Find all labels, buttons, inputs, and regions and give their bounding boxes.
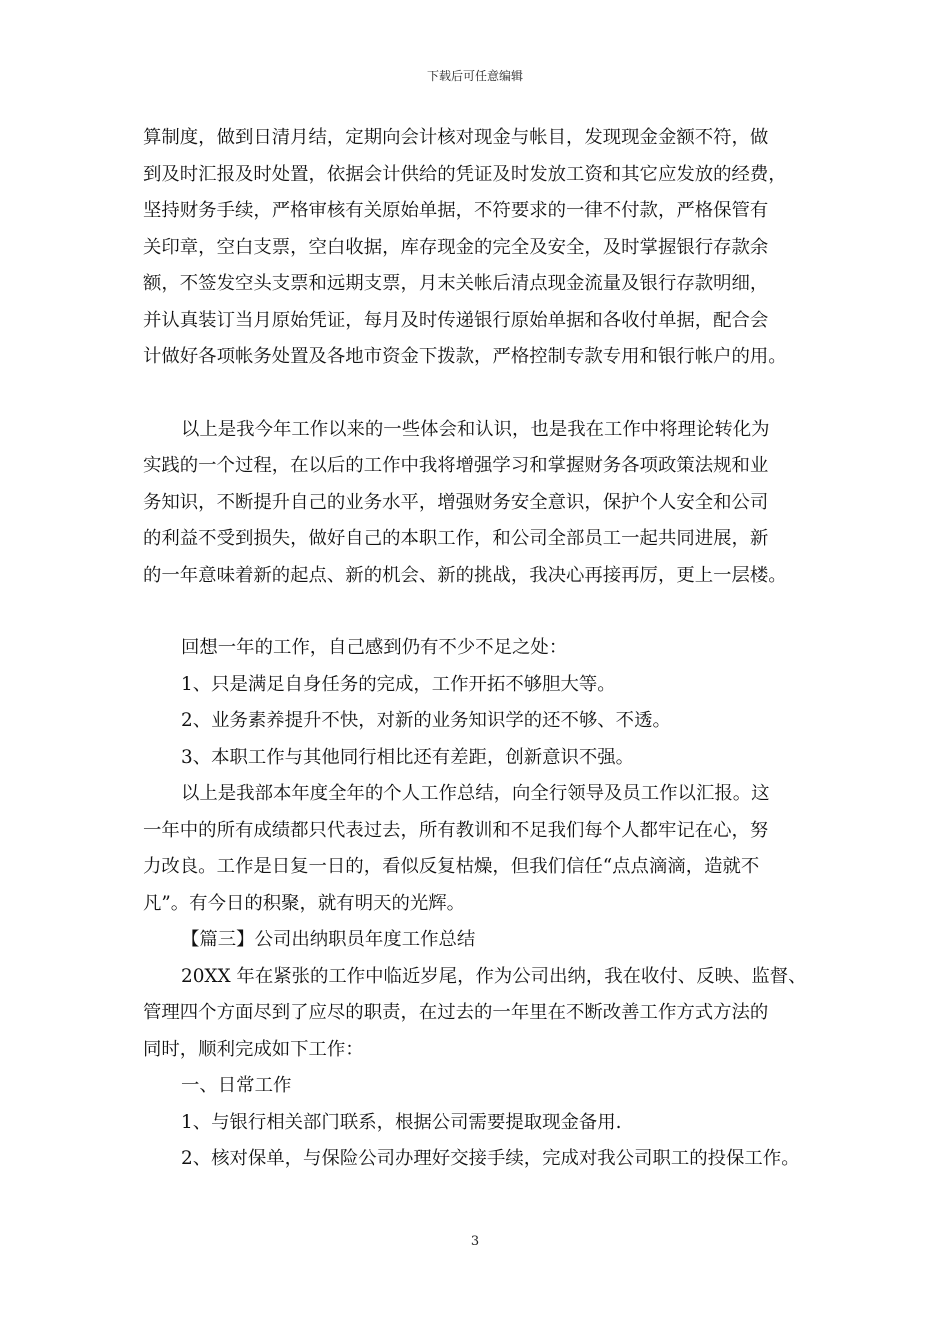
text-line: 1、只是满足自身任务的完成，工作开拓不够胆大等。 <box>181 673 616 695</box>
text-line: 力改良。工作是日复一日的，看似反复枯燥，但我们信任“点点滴滴，造就不 <box>143 856 760 877</box>
paragraph <box>143 120 823 376</box>
text-line: 一年中的所有成绩都只代表过去，所有教训和不足我们每个人都牢记在心，努 <box>143 819 769 841</box>
paragraph <box>143 776 823 922</box>
paragraph <box>143 1105 823 1142</box>
text-line: 【篇三】公司出纳职员年度工作总结 <box>181 929 476 950</box>
text-line: 凡”。有今日的积聚，就有明天的光辉。 <box>143 892 466 914</box>
text-line: 2、业务素养提升不快，对新的业务知识学的还不够、不透。 <box>181 710 671 731</box>
text-line: 坚持财务手续，严格审核有关原始单据，不符要求的一律不付款，严格保管有 <box>143 200 769 221</box>
paragraph <box>143 630 823 667</box>
paragraph <box>143 412 823 595</box>
text-line: 的利益不受到损失，做好自己的本职工作，和公司全部员工一起共同进展，新 <box>143 528 769 549</box>
text-line: 到及时汇报及时处置，依据会计供给的凭证及时发放工资和其它应发放的经费， <box>143 163 787 185</box>
text-line: 同时，顺利完成如下工作： <box>143 1038 364 1060</box>
text-line: 额，不签发空头支票和远期支票，月末关帐后清点现金流量及银行存款明细， <box>143 273 769 294</box>
paragraph-gap <box>143 594 823 630</box>
paragraph-gap <box>143 376 823 412</box>
text-line: 管理四个方面尽到了应尽的职责，在过去的一年里在不断改善工作方式方法的 <box>143 1002 769 1023</box>
page-number: 3 <box>470 1234 480 1249</box>
text-line: 回想一年的工作，自己感到仍有不少不足之处： <box>181 637 568 658</box>
paragraph <box>143 667 823 704</box>
text-line: 计做好各项帐务处置及各地市资金下拨款，严格控制专款专用和银行帐户的用。 <box>143 346 787 367</box>
text-line: 关印章，空白支票，空白收据，库存现金的完全及安全，及时掌握银行存款余 <box>143 236 769 258</box>
text-line: 并认真装订当月原始凭证，每月及时传递银行原始单据和各收付单据，配合会 <box>143 309 769 331</box>
paragraph <box>143 959 823 1069</box>
text-line: 1、与银行相关部门联系，根据公司需要提取现金备用. <box>181 1111 622 1133</box>
paragraph <box>143 922 823 959</box>
text-line: 的一年意味着新的起点、新的机会、新的挑战，我决心再接再厉，更上一层楼。 <box>143 564 787 586</box>
paragraph <box>143 1141 823 1178</box>
text-line: 以上是我部本年度全年的个人工作总结，向全行领导及员工作以汇报。这 <box>181 783 770 804</box>
paragraph <box>143 740 823 777</box>
text-line: 3、本职工作与其他同行相比还有差距，创新意识不强。 <box>181 746 635 768</box>
text-line: 一、日常工作 <box>181 1075 292 1096</box>
document-body <box>143 120 823 1178</box>
text-line: 实践的一个过程，在以后的工作中我将增强学习和掌握财务各项政策法规和业 <box>143 455 769 476</box>
text-line: 算制度，做到日清月结，定期向会计核对现金与帐目，发现现金金额不符，做 <box>143 127 769 148</box>
page-header: 下载后可任意编辑 <box>426 69 523 83</box>
text-line: 以上是我今年工作以来的一些体会和认识，也是我在工作中将理论转化为 <box>181 418 770 440</box>
text-line: 20XX 年在紧张的工作中临近岁尾，作为公司出纳，我在收付、反映、监督、 <box>181 965 807 987</box>
text-line: 务知识，不断提升自己的业务水平，增强财务安全意识，保护个人安全和公司 <box>143 491 769 513</box>
text-line: 2、核对保单，与保险公司办理好交接手续，完成对我公司职工的投保工作。 <box>181 1148 800 1169</box>
paragraph <box>143 1068 823 1105</box>
paragraph <box>143 703 823 740</box>
